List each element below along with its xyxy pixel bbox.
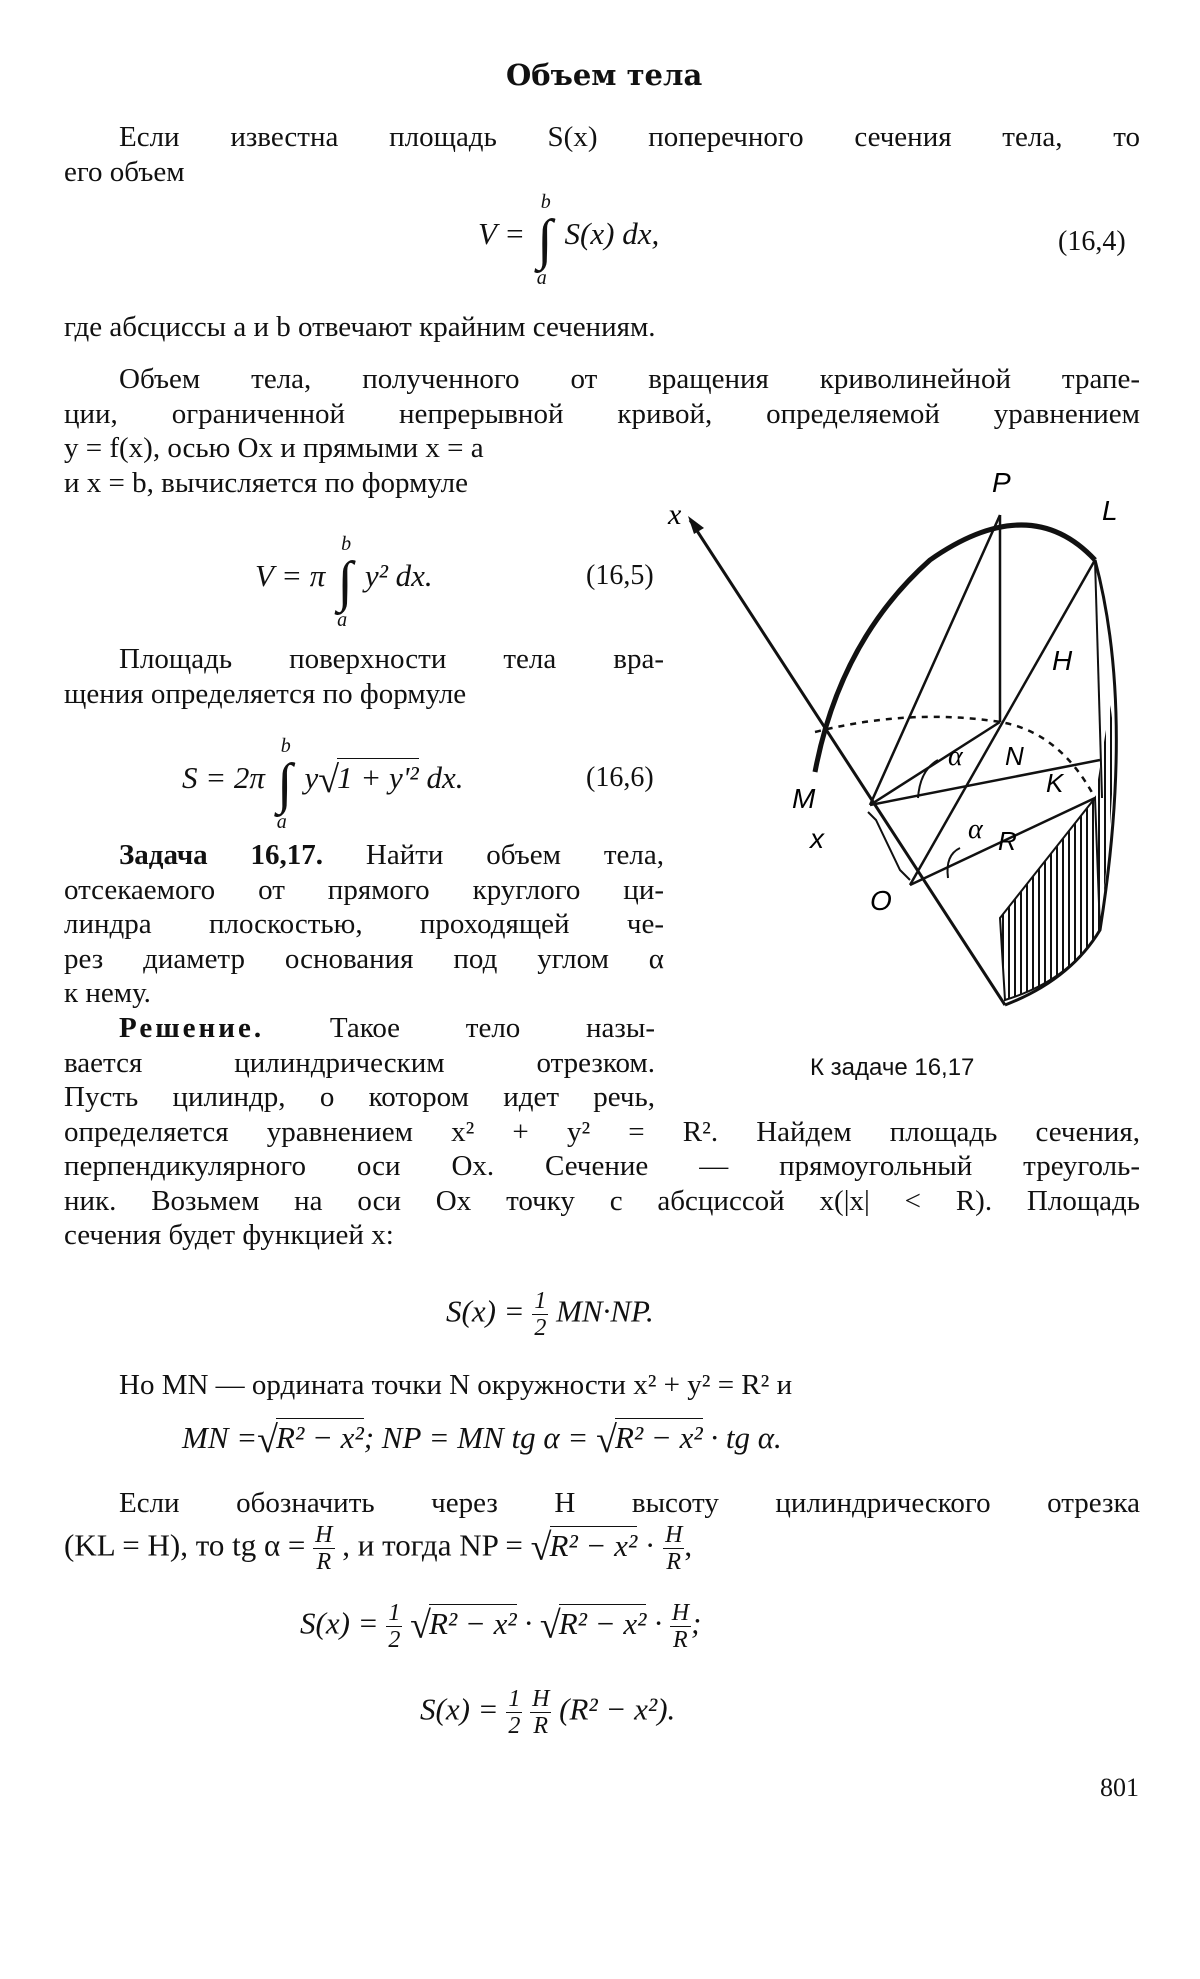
solution-label: Решение. xyxy=(119,1012,265,1044)
label-x-axis: x xyxy=(668,498,682,531)
equation-section-area-final: S(x) = $\frac{1}{2}$ $\frac{H}{R}$ (R² − x²). xyxy=(420,1686,676,1739)
label-alpha-1: α xyxy=(948,741,963,772)
equation-tg-alpha: (KL = H), то tg α = $\frac{H}{R}$ , и тогда NP = √R² − x² · $\frac{H}{R}$ , xyxy=(64,1522,693,1575)
equation-mn-np: MN =√R² − x²; NP = MN tg α = √R² − x² · tg α. xyxy=(182,1419,782,1461)
fraction: $\frac{1}{2}$ xyxy=(534,1288,547,1341)
text-line: отсекаемого от прямого круглого ци- xyxy=(64,873,664,906)
text-line: Объем тела, полученного от вращения криволинейной трапе- xyxy=(119,363,1140,395)
paragraph-mn xyxy=(64,1368,1044,1403)
segment-LK-line xyxy=(1095,560,1102,798)
equation-16-5: V = π ∫ b a y² dx. xyxy=(255,533,433,631)
text-line: щения определяется по формуле xyxy=(64,677,467,710)
label-R: R xyxy=(998,826,1017,856)
paragraph-intro xyxy=(64,120,1140,189)
equation-number: (16,4) xyxy=(1058,226,1126,257)
label-alpha-2: α xyxy=(968,814,983,845)
text-line: Задача 16,17. Найти объем тела, xyxy=(119,839,665,871)
paragraph-problem xyxy=(64,838,664,1011)
text-line: перпендикулярного оси Ox. Сечение — прямоугольный треуголь- xyxy=(64,1150,1140,1182)
fraction: $\frac{H}{R}$ xyxy=(532,1686,550,1739)
fraction: $\frac{1}{2}$ xyxy=(508,1686,521,1739)
text-line: его объем xyxy=(64,155,185,188)
text-line: ции, ограниченной непрерывной кривой, определяемой уравнением xyxy=(64,397,1140,430)
text-line: Решение. Такое тело назы- xyxy=(119,1012,656,1044)
text-line: y = f(x), осью Ox и прямыми x = a xyxy=(64,432,484,464)
text-line: Если известна площадь S(x) поперечного сечения тела, то xyxy=(119,121,1140,153)
fraction: $\frac{H}{R}$ xyxy=(665,1522,683,1575)
text-line: рез диаметр основания под углом α xyxy=(64,942,664,975)
text-line: к нему. xyxy=(64,977,151,1009)
label-P: P xyxy=(992,467,1011,498)
integral-sign: ∫ b a xyxy=(276,735,293,833)
page-title: Объем тела xyxy=(506,58,703,92)
text-line: Но MN — ордината точки N окружности x² + y² = R² и xyxy=(119,1369,793,1401)
label-K: K xyxy=(1046,768,1064,798)
equation-number: (16,6) xyxy=(586,762,654,793)
equation-section-area-expanded: S(x) = $\frac{1}{2}$ √R² − x² · √R² − x² · $\frac{H}{R}$ ; xyxy=(300,1600,702,1653)
figure-caption: К задаче 16,17 xyxy=(810,1054,975,1081)
text-line: линдра плоскостью, проходящей че- xyxy=(64,908,664,940)
text-line: вается цилиндрическим отрезком. xyxy=(64,1046,655,1079)
paragraph-surface xyxy=(64,642,664,711)
equation-16-6: S = 2π ∫ b a y√1 + y'² dx. xyxy=(182,735,464,833)
text-line: Если обозначить через H высоту цилиндрического отрезка xyxy=(119,1487,1140,1519)
label-M: M xyxy=(792,783,816,814)
text-line: сечения будет функцией x: xyxy=(64,1219,394,1251)
text-line: определяется уравнением x² + y² = R². Найдем площадь сечения, xyxy=(64,1115,1140,1148)
paragraph-height xyxy=(64,1486,1140,1521)
label-H: H xyxy=(1052,645,1073,676)
label-N: N xyxy=(1005,741,1024,771)
text-line: Площадь поверхности тела вра- xyxy=(119,643,664,675)
paragraph-abscissas xyxy=(64,310,1140,345)
text-line: ник. Возьмем на оси Ox точку с абсциссой x(|x| < R). Площадь xyxy=(64,1184,1140,1217)
text-line: и x = b, вычисляется по формуле xyxy=(64,466,468,499)
fraction: $\frac{1}{2}$ xyxy=(388,1600,401,1653)
integral-sign: ∫ b a xyxy=(536,191,553,289)
text-line: где абсциссы a и b отвечают крайним сечениям. xyxy=(64,311,656,343)
integral-sign: ∫ b a xyxy=(337,533,353,631)
fraction: $\frac{H}{R}$ xyxy=(315,1522,333,1575)
x-bracket xyxy=(868,812,910,880)
equation-16-4: V = ∫ b a S(x) dx, xyxy=(478,191,660,289)
label-x-segment: x xyxy=(810,823,824,854)
segment-O-bottom xyxy=(910,885,1005,1005)
cylindrical-segment-figure xyxy=(670,460,1140,1030)
arrow-head-icon xyxy=(688,516,704,534)
problem-label: Задача 16,17. xyxy=(119,839,324,871)
text-line: Пусть цилиндр, о котором идет речь, xyxy=(64,1081,655,1113)
page-number: 801 xyxy=(1100,1773,1139,1802)
equation-section-area: S(x) = $\frac{1}{2}$ MN·NP. xyxy=(446,1288,654,1341)
label-O: O xyxy=(870,885,892,916)
segment-PO xyxy=(910,515,1000,885)
label-L: L xyxy=(1102,495,1118,526)
equation-number: (16,5) xyxy=(586,560,654,591)
paragraph-solution xyxy=(64,1011,1140,1253)
fraction: $\frac{H}{R}$ xyxy=(671,1600,690,1653)
